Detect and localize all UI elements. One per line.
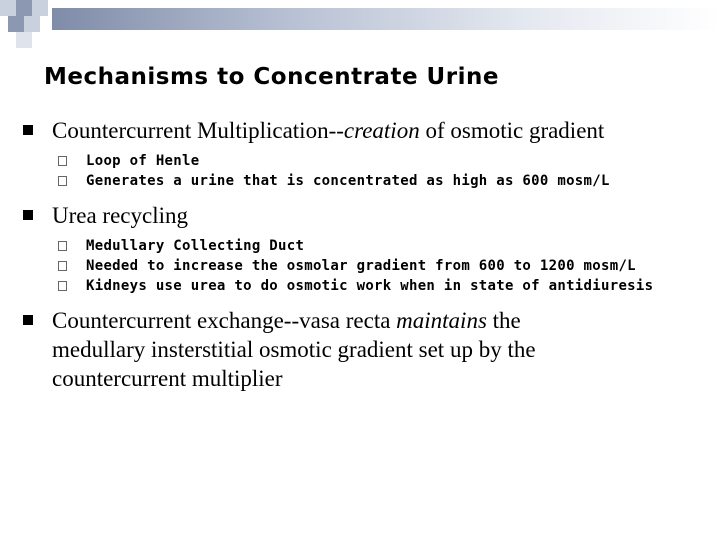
banner-square	[16, 0, 32, 16]
sub-bullet-item	[0, 236, 676, 256]
square-bullet-icon	[23, 315, 33, 325]
square-bullet-icon	[23, 210, 33, 220]
bullet-item-urea-recycling	[0, 201, 612, 230]
hollow-square-bullet-icon	[58, 261, 67, 271]
sub-bullet-item	[0, 256, 676, 276]
sub-bullet-text: Needed to increase the osmolar gradient from 600 to 1200 mosm/L	[86, 258, 636, 274]
hollow-square-bullet-icon	[58, 176, 67, 186]
bullet-text: Countercurrent exchange--vasa recta	[52, 308, 397, 333]
banner-square	[32, 0, 48, 16]
banner-square	[0, 0, 16, 16]
hollow-square-bullet-icon	[58, 281, 67, 291]
slide-title: Mechanisms to Concentrate Urine	[44, 64, 499, 90]
banner-gradient-bar	[52, 8, 720, 30]
sub-bullet-item	[0, 171, 676, 191]
bullet-text: Urea recycling	[52, 203, 189, 228]
bullet-text: Countercurrent Multiplication--	[52, 118, 344, 143]
sub-bullet-text: Kidneys use urea to do osmotic work when in state of antidiuresis	[86, 278, 654, 294]
hollow-square-bullet-icon	[58, 156, 67, 166]
bullet-text-emphasis: maintains	[396, 308, 487, 333]
sub-bullet-text: Medullary Collecting Duct	[86, 238, 305, 254]
bullet-text: the medullary insterstitial osmotic gradient set up by the countercurrent multiplier	[52, 308, 536, 391]
square-bullet-icon	[23, 125, 33, 135]
banner-square	[24, 16, 40, 32]
sub-bullet-text: Loop of Henle	[86, 153, 200, 169]
banner-square	[8, 16, 24, 32]
bullet-item-countercurrent-multiplication	[0, 116, 612, 145]
bullet-text-emphasis: creation	[343, 118, 420, 143]
bullet-list	[0, 116, 720, 393]
banner-square	[16, 32, 32, 48]
hollow-square-bullet-icon	[58, 241, 67, 251]
bullet-item-countercurrent-exchange	[0, 306, 612, 393]
bullet-text: of osmotic gradient	[419, 118, 605, 143]
decorative-banner	[0, 0, 720, 48]
sub-bullet-item	[0, 151, 676, 171]
sub-bullet-text: Generates a urine that is concentrated as high as 600 mosm/L	[86, 173, 610, 189]
sub-bullet-item	[0, 276, 676, 296]
